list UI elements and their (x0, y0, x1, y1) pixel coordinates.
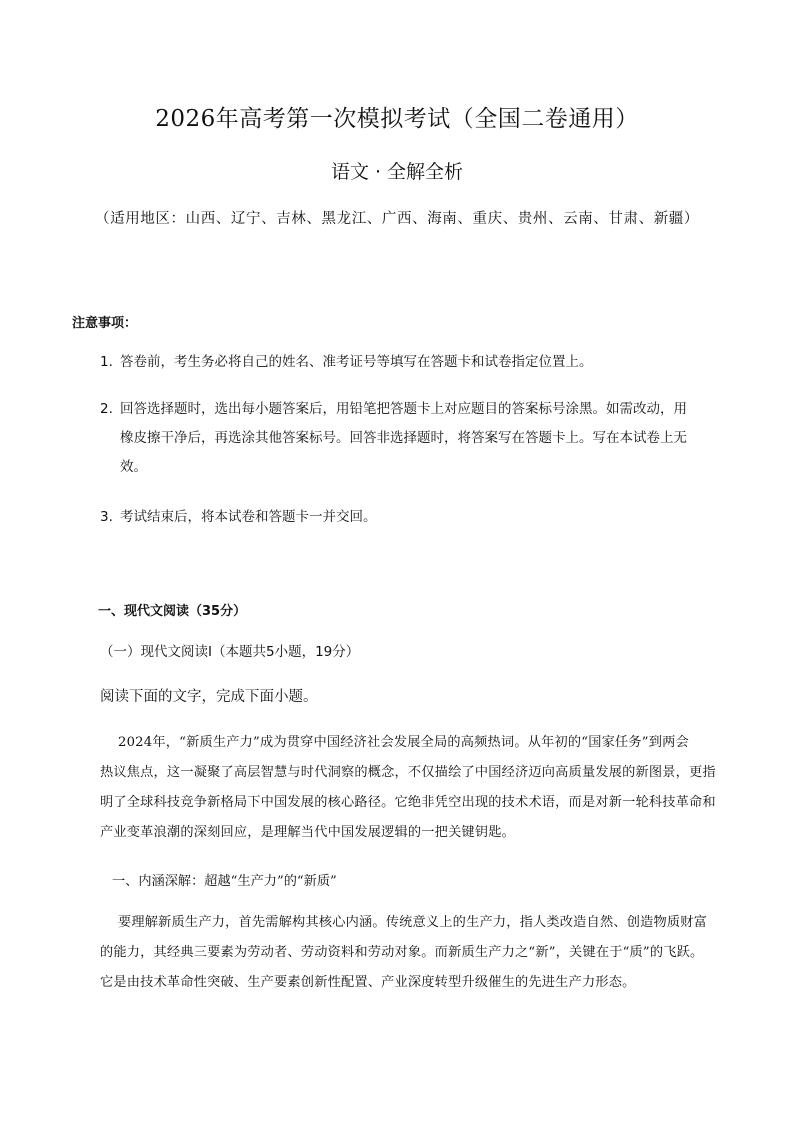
passage-part-heading: 一、内涵深解：超越“生产力”的“新质” (112, 874, 337, 889)
paragraph-line: 产业变革浪潮的深刻回应，是理解当代中国发展逻辑的一把关键钥匙。 (100, 825, 516, 840)
paragraph-line: 的能力，其经典三要素为劳动者、劳动资料和劳动对象。而新质生产力之“新”，关键在于“质”的飞跃。 (100, 945, 704, 960)
notice-item (100, 348, 725, 377)
document-subtitle: 语文 · 全解全析 (330, 161, 464, 183)
paragraph-line: 明了全球科技竞争新格局下中国发展的核心路径。它绝非凭空出现的技术术语，而是对新一轮科技革命和 (100, 795, 716, 810)
notice-item-text (120, 503, 725, 532)
notice-item-number: 2. (100, 401, 113, 417)
paragraph-line: 要理解新质生产力，首先需解构其核心内涵。传统意义上的生产力，指人类改造自然、创造物质财富 (118, 915, 708, 930)
notice-line: 橡皮擦干净后，再选涂其他答案标号。回答非选择题时，将答案写在答题卡上。写在本试卷上无 (120, 430, 687, 446)
paragraph-line: 2024年，“新质生产力”成为贯穿中国经济社会发展全局的高频热词。从年初的“国家任务”到两会 (118, 735, 689, 750)
subsection-heading: （一）现代文阅读Ⅰ（本题共5小题，19分） (100, 644, 360, 660)
notice-line: 回答选择题时，选出每小题答案后，用铅笔把答题卡上对应题目的答案标号涂黑。如需改动，用 (120, 401, 687, 417)
section-heading: 一、现代文阅读（35分） (98, 604, 247, 619)
applicable-regions: （适用地区：山西、辽宁、吉林、黑龙江、广西、海南、重庆、贵州、云南、甘肃、新疆） (95, 211, 699, 227)
document-title: 2026年高考第一次模拟考试（全国二卷通用） (155, 106, 639, 132)
notice-heading: 注意事项： (72, 316, 138, 331)
notice-item (100, 395, 725, 482)
paragraph-line: 它是由技术革命性突破、生产要素创新性配置、产业深度转型升级催生的先进生产力形态。 (100, 975, 636, 990)
reading-instruction: 阅读下面的文字，完成下面小题。 (100, 689, 318, 705)
notice-line: 效。 (120, 459, 147, 475)
notice-line: 答卷前，考生务必将自己的姓名、准考证号等填写在答题卡和试卷指定位置上。 (120, 354, 593, 370)
passage-paragraph (100, 728, 730, 848)
notice-item-number: 3. (100, 509, 113, 525)
notice-item-text (120, 348, 725, 377)
paragraph-line: 热议焦点，这一凝聚了高层智慧与时代洞察的概念，不仅描绘了中国经济迈向高质量发展的新图景，更指 (100, 765, 716, 780)
notice-line: 考试结束后，将本试卷和答题卡一并交回。 (120, 509, 377, 525)
notice-item-text (120, 395, 725, 482)
notice-item-number: 1. (100, 354, 113, 370)
passage-paragraph (100, 908, 740, 998)
notice-item (100, 503, 725, 532)
